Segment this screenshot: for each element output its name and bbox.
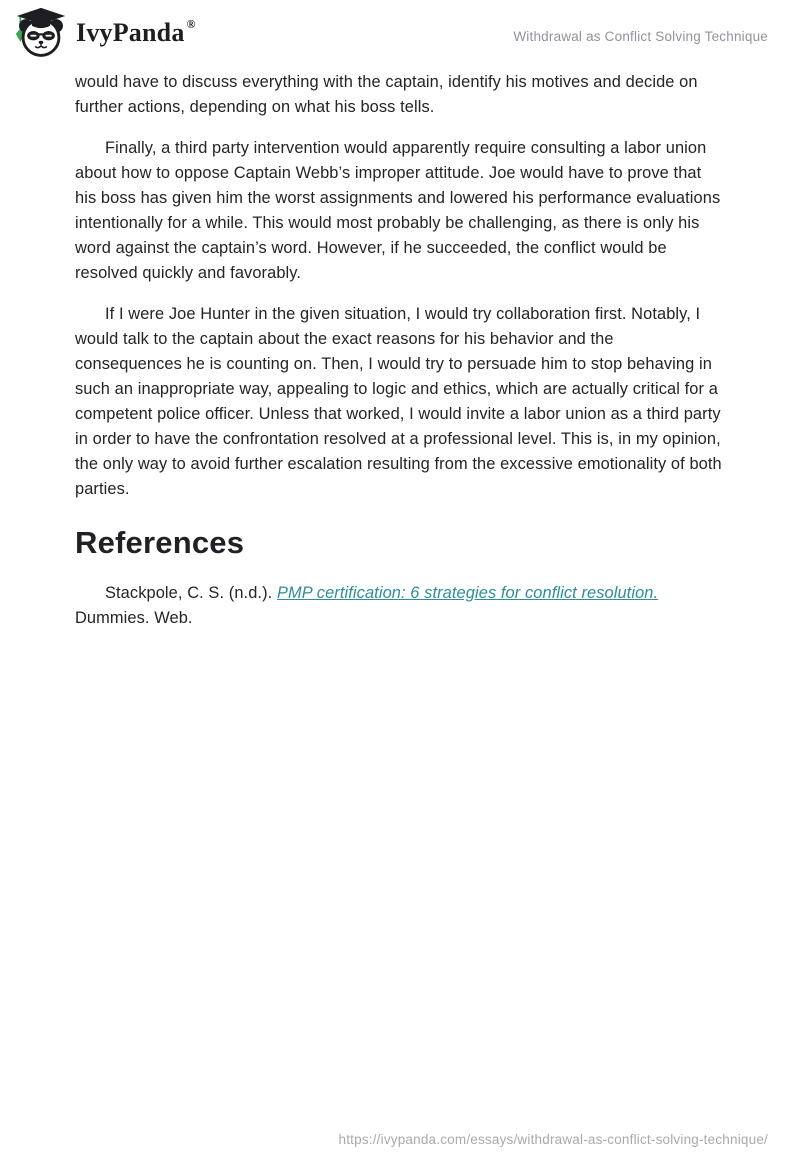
body-paragraph: If I were Joe Hunter in the given situation, I would try collaboration first. Notably, I would talk to the captain about the exact reasons for his behavior and the consequences he is counting on. Then, I would try to persuade him to stop behaving in such an inappropriate way, appealing to logic and ethics, which are actually critical for a competent police officer. Unless that worked, I would invite a labor union as a third party in order to have the confrontation resolved at a professional level. This is, in my opinion, the only way to avoid further escalation resulting from the excessive emotionality of both parties. bbox=[75, 305, 722, 498]
reference-author-text: Stackpole, C. S. (n.d.). bbox=[105, 584, 277, 602]
reference-link[interactable]: PMP certification: 6 strategies for conflict resolution. bbox=[276, 584, 659, 602]
brand bbox=[12, 7, 200, 59]
essay-content bbox=[75, 62, 725, 631]
references-heading: References bbox=[75, 525, 245, 560]
page-header bbox=[0, 0, 800, 62]
reference-publisher-text: Dummies. Web. bbox=[75, 609, 193, 627]
registered-trademark-mark: ® bbox=[186, 16, 196, 31]
brand-name: IvyPanda bbox=[76, 18, 185, 47]
reference-entry bbox=[75, 581, 725, 631]
source-url: https://ivypanda.com/essays/withdrawal-as-conflict-solving-technique/ bbox=[338, 1132, 768, 1147]
body-paragraph: would have to discuss everything with the captain, identify his motives and decide on further actions, depending on what his boss tells. bbox=[75, 73, 698, 116]
body-paragraph: Finally, a third party intervention would apparently require consulting a labor union about how to oppose Captain Webb’s improper attitude. Joe would have to prove that his boss has given him the worst assignments and lowered his performance evaluations intentionally for a while. This would most probably be challenging, as there is only his word against the captain’s word. However, if he succeeded, the conflict would be resolved quickly and favorably. bbox=[75, 139, 721, 282]
document-title: Withdrawal as Conflict Solving Technique bbox=[513, 28, 768, 44]
panda-graduate-logo-icon bbox=[12, 7, 70, 59]
